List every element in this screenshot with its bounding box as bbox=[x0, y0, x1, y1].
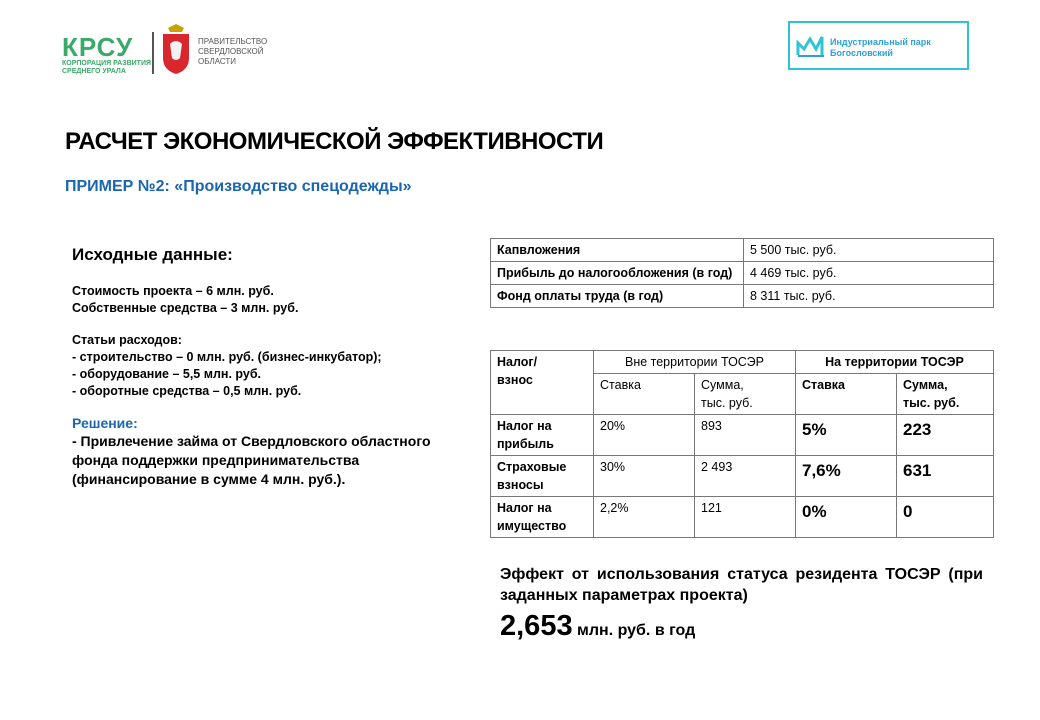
effect-value: 2,653 bbox=[500, 610, 573, 642]
logo-divider bbox=[152, 32, 154, 74]
table-row bbox=[491, 239, 994, 262]
outside-sum-line-1: Сумма, bbox=[701, 378, 744, 392]
inside-header: На территории ТОСЭР bbox=[796, 351, 994, 374]
expenses-heading: Статьи расходов: bbox=[72, 333, 182, 347]
gov-line-3: ОБЛАСТИ bbox=[198, 57, 237, 66]
initial-data-section bbox=[72, 245, 472, 489]
page-title: РАСЧЕТ ЭКОНОМИЧЕСКОЙ ЭФФЕКТИВНОСТИ bbox=[65, 128, 604, 155]
inside-rate: 7,6% bbox=[796, 456, 897, 497]
inside-sum: 0 bbox=[897, 497, 994, 538]
inside-rate: 5% bbox=[796, 415, 897, 456]
table-row bbox=[491, 415, 994, 456]
tax-header-line-1: Налог/ bbox=[497, 355, 538, 369]
park-logo bbox=[788, 21, 969, 70]
park-logo-text bbox=[830, 37, 931, 59]
inside-sum: 631 bbox=[897, 456, 994, 497]
tax-name-line-1: Налог на bbox=[497, 419, 552, 433]
solution-text: - Привлечение займа от Свердловского областного фонда поддержки предпринимательства (финансирование в сумме 4 млн. руб.). bbox=[72, 433, 431, 487]
effect-text: Эффект от использования статуса резидента ТОСЭР (при заданных параметрах проекта) bbox=[500, 566, 983, 604]
outside-sum: 893 bbox=[695, 415, 796, 456]
inside-rate-header: Ставка bbox=[796, 374, 897, 415]
outside-sum-header bbox=[695, 374, 796, 415]
param-label: Капвложения bbox=[491, 239, 744, 262]
krsu-logo-text: КРСУ bbox=[62, 32, 134, 62]
krsu-logo-subtitle: КОРПОРАЦИЯ РАЗВИТИЯ СРЕДНЕГО УРАЛА bbox=[62, 60, 152, 75]
outside-sum: 2 493 bbox=[695, 456, 796, 497]
outside-rate-header: Ставка bbox=[594, 374, 695, 415]
tax-name-line-2: имущество bbox=[497, 519, 567, 533]
park-line-1: Индустриальный парк bbox=[830, 37, 931, 47]
solution-heading: Решение: bbox=[72, 415, 138, 431]
tax-name-line-2: взносы bbox=[497, 478, 544, 492]
outside-header: Вне территории ТОСЭР bbox=[594, 351, 796, 374]
outside-sum: 121 bbox=[695, 497, 796, 538]
own-funds-line: Собственные средства – 3 млн. руб. bbox=[72, 301, 299, 315]
inside-sum-header bbox=[897, 374, 994, 415]
tax-header-line-2: взнос bbox=[497, 373, 533, 387]
krsu-logo bbox=[62, 34, 152, 76]
table-row bbox=[491, 285, 994, 308]
expense-construction: - строительство – 0 млн. руб. (бизнес-инкубатор); bbox=[72, 350, 382, 364]
param-value: 8 311 тыс. руб. bbox=[744, 285, 994, 308]
table-row bbox=[491, 262, 994, 285]
inside-sum-line-2: тыс. руб. bbox=[903, 396, 960, 410]
effect-value-block bbox=[500, 610, 695, 643]
param-label: Фонд оплаты труда (в год) bbox=[491, 285, 744, 308]
tax-name-line-1: Страховые bbox=[497, 460, 567, 474]
outside-sum-line-2: тыс. руб. bbox=[701, 396, 753, 410]
gov-line-1: ПРАВИТЕЛЬСТВО bbox=[198, 37, 268, 46]
tax-name bbox=[491, 456, 594, 497]
table-row bbox=[491, 497, 994, 538]
inside-sum: 223 bbox=[897, 415, 994, 456]
crest-icon bbox=[160, 24, 192, 74]
params-table bbox=[490, 238, 994, 308]
table-header-row bbox=[491, 351, 994, 374]
tax-name bbox=[491, 497, 594, 538]
outside-rate: 20% bbox=[594, 415, 695, 456]
table-row bbox=[491, 456, 994, 497]
inside-rate: 0% bbox=[796, 497, 897, 538]
inside-sum-line-1: Сумма, bbox=[903, 378, 948, 392]
gov-line-2: СВЕРДЛОВСКОЙ bbox=[198, 47, 264, 56]
outside-rate: 2,2% bbox=[594, 497, 695, 538]
park-line-2: Богословский bbox=[830, 48, 893, 58]
param-value: 5 500 тыс. руб. bbox=[744, 239, 994, 262]
outside-rate: 30% bbox=[594, 456, 695, 497]
tax-name-line-1: Налог на bbox=[497, 501, 552, 515]
expense-working-capital: - оборотные средства – 0,5 млн. руб. bbox=[72, 384, 302, 398]
tax-name bbox=[491, 415, 594, 456]
param-value: 4 469 тыс. руб. bbox=[744, 262, 994, 285]
tax-table bbox=[490, 350, 994, 538]
tax-name-line-2: прибыль bbox=[497, 437, 554, 451]
page-subtitle: ПРИМЕР №2: «Производство спецодежды» bbox=[65, 178, 412, 195]
initial-data-heading: Исходные данные: bbox=[72, 245, 233, 264]
effect-unit: млн. руб. в год bbox=[577, 622, 696, 639]
param-label: Прибыль до налогообложения (в год) bbox=[491, 262, 744, 285]
project-cost-line: Стоимость проекта – 6 млн. руб. bbox=[72, 284, 274, 298]
tax-header-cell bbox=[491, 351, 594, 415]
park-logo-icon bbox=[796, 33, 826, 59]
gov-logo-text bbox=[198, 37, 267, 67]
expense-equipment: - оборудование – 5,5 млн. руб. bbox=[72, 367, 262, 381]
